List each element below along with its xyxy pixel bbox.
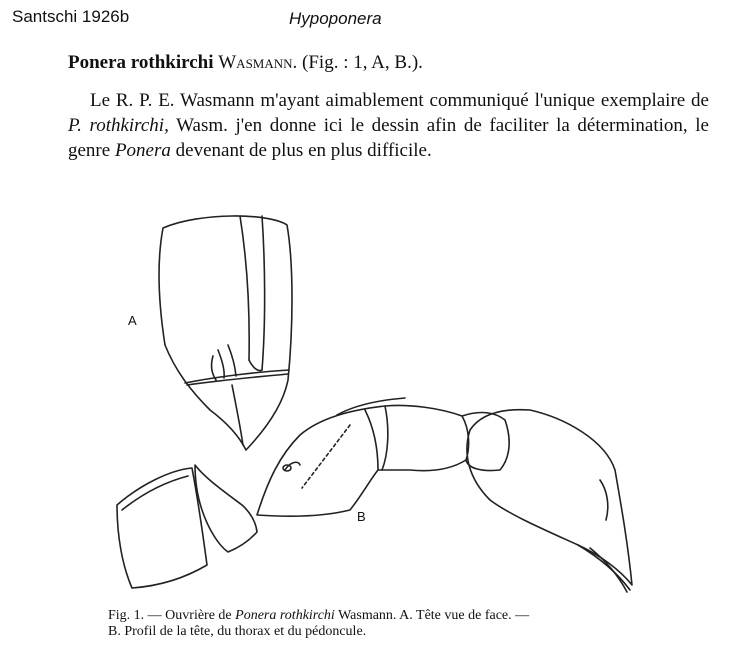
head-front-view-drawing (159, 216, 292, 450)
paragraph-genus: Ponera (114, 140, 171, 161)
figure-label-a: A (128, 313, 137, 328)
species-name: Ponera rothkirchi (68, 52, 214, 73)
paragraph-text-1: Le R. P. E. Wasmann m'ayant aimablement communiqué l'unique exemplaire de (90, 90, 709, 111)
caption-rest: Wasmann. A. Tête vue de face. — (334, 608, 530, 623)
caption-prefix: Fig. 1. — Ouvrière de (108, 608, 236, 623)
body-profile-drawing (117, 398, 632, 592)
caption-species: Ponera rothkirchi (235, 608, 335, 623)
figure-reference: (Fig. : 1, A, B.). (302, 52, 423, 73)
caption-line-1 (108, 608, 698, 624)
caption-line-2: B. Profil de la tête, du thorax et du pédoncule. (108, 624, 367, 639)
running-header-citation: Santschi 1926b (12, 7, 130, 26)
paragraph-species: P. rothkirchi, (68, 115, 169, 136)
paragraph-text-2: Wasm. j'en donne ici le dessin afin de faciliter la détermination, le genre (68, 115, 709, 161)
species-author: Wasmann. (218, 52, 298, 73)
figure-label-b: B (357, 509, 366, 524)
running-header-genus: Hypoponera (289, 9, 382, 28)
paragraph-text-3: devenant de plus en plus difficile. (170, 140, 432, 161)
figure-caption (108, 608, 698, 640)
